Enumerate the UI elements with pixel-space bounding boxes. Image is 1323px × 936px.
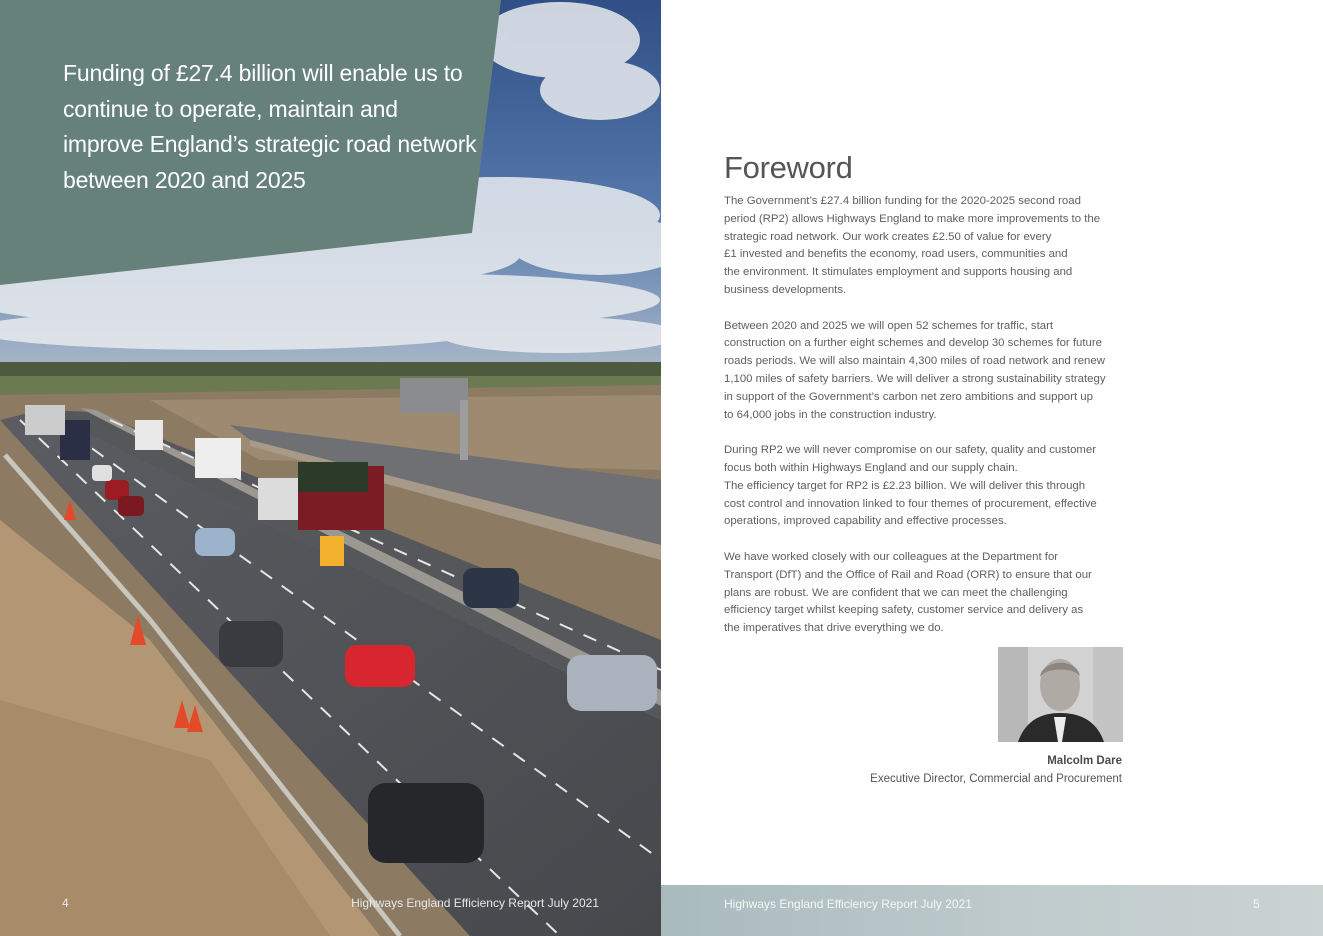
text-line: focus both within Highways England and our supply chain. [724,461,1018,474]
text-line: Between 2020 and 2025 we will open 52 schemes for traffic, start [724,319,1054,332]
text-line: The efficiency target for RP2 is £2.23 billion. We will deliver this through [724,479,1086,492]
text-line: During RP2 we will never compromise on our safety, quality and customer [724,444,1097,457]
text-line: 1,100 miles of safety barriers. We will deliver a strong sustainability strategy [724,372,1106,385]
paragraph [724,318,1126,425]
right-page [661,0,1323,936]
text-line: We have worked closely with our colleagues at the Department for [724,550,1059,563]
text-line: efficiency target whilst keeping safety, customer service and delivery as [724,604,1084,617]
text-line: Transport (DfT) and the Office of Rail and Road (ORR) to ensure that our [724,568,1092,581]
text-line: business developments. [724,283,847,296]
text-line: period (RP2) allows Highways England to make more improvements to the [724,212,1101,225]
text-line: cost control and innovation linked to four themes of procurement, effective [724,497,1097,510]
signatory-role: Executive Director, Commercial and Procurement [870,773,1122,785]
text-line: to 64,000 jobs in the construction industry. [724,408,937,421]
footer-title-left: Highways England Efficiency Report July 2021 [351,896,599,910]
text-line: £1 invested and benefits the economy, road users, communities and [724,248,1068,261]
page-number-left: 4 [62,896,69,910]
footer-title-right: Highways England Efficiency Report July 2021 [724,897,972,911]
signatory-name: Malcolm Dare [1047,755,1122,767]
paragraph [724,549,1126,638]
text-line: roads periods. We will also maintain 4,300 miles of road network and renew [724,355,1105,368]
foreword-body [724,193,1126,656]
portrait-photo [998,647,1123,742]
text-line: construction on a further eight schemes and develop 30 schemes for future [724,337,1103,350]
text-line: operations, improved capability and effective processes. [724,515,1007,528]
left-page [0,0,661,936]
pull-quote: Funding of £27.4 billion will enable us to continue to operate, maintain and improve England’s strategic road network between 2020 and 2025 [63,60,477,193]
text-line: the imperatives that drive everything we do. [724,622,944,635]
roadworks-sign [320,536,344,566]
text-line: the environment. It stimulates employment and supports housing and [724,266,1073,279]
page-title: Foreword [724,150,853,185]
footer-bar [661,885,1323,936]
text-line: plans are robust. We are confident that we can meet the challenging [724,586,1068,599]
text-line: The Government’s £27.4 billion funding for the 2020-2025 second road [724,195,1081,207]
text-line: in support of the Government’s carbon net zero ambitions and support up [724,390,1093,403]
paragraph [724,193,1126,300]
text-line: strategic road network. Our work creates £2.50 of value for every [724,230,1052,243]
page-number-right: 5 [1253,897,1260,911]
paragraph [724,442,1126,531]
